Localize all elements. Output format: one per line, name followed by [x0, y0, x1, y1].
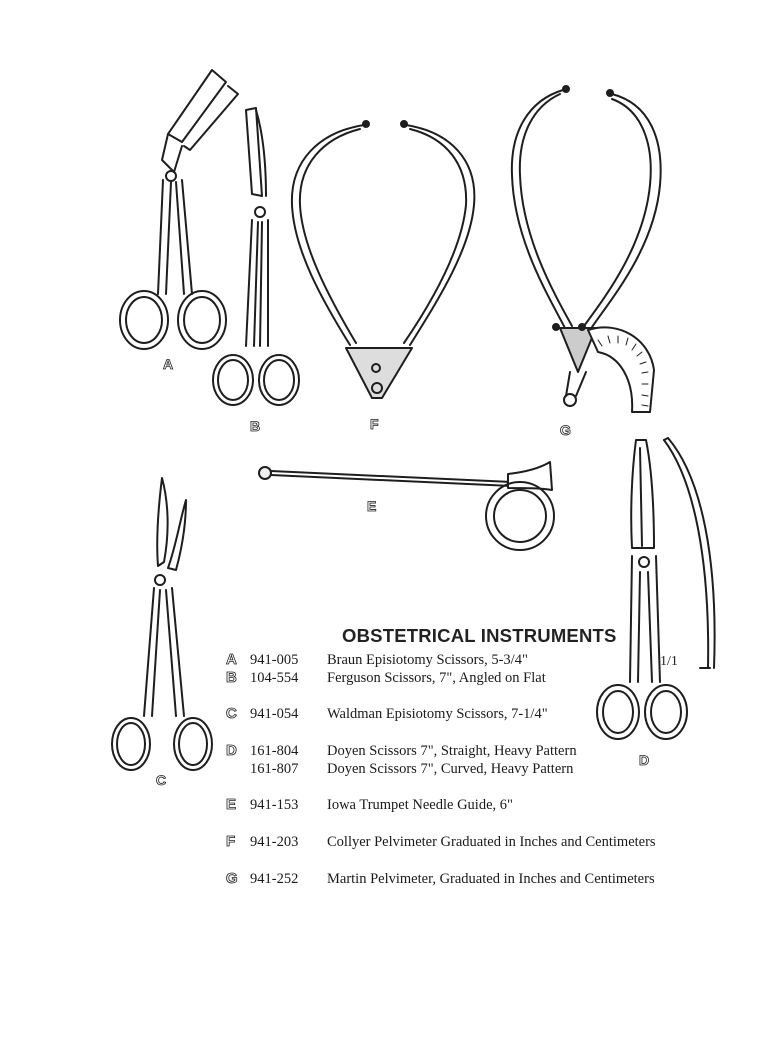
item-letter: G [226, 870, 238, 887]
figure-label-c: C [156, 772, 167, 788]
item-number: 161-807 [250, 761, 299, 777]
figure-label-a: A [163, 356, 174, 372]
item-letter: F [226, 833, 236, 850]
scale-mark: 1/1 [660, 654, 678, 669]
item-letter: E [226, 796, 237, 813]
figure-label-d: D [639, 752, 650, 768]
item-description: Ferguson Scissors, 7", Angled on Flat [327, 670, 546, 686]
item-description: Martin Pelvimeter, Graduated in Inches and Centimeters [327, 871, 655, 887]
item-number: 941-252 [250, 871, 299, 887]
catalog-title: OBSTETRICAL INSTRUMENTS [342, 625, 617, 646]
figure-label-f: F [370, 416, 379, 432]
item-letter: B [226, 669, 237, 686]
item-letter: C [226, 705, 237, 722]
item-number: 941-005 [250, 652, 299, 668]
item-number: 104-554 [250, 670, 299, 686]
item-letter: A [226, 651, 237, 668]
item-description: Doyen Scissors 7", Straight, Heavy Pattern [327, 743, 577, 759]
item-letter: D [226, 742, 237, 759]
item-number: 941-054 [250, 706, 299, 722]
braun-scissors-illustration [120, 70, 238, 349]
item-description: Waldman Episiotomy Scissors, 7-1/4" [327, 706, 548, 722]
waldman-scissors-illustration [112, 478, 212, 770]
item-description: Collyer Pelvimeter Graduated in Inches and Centimeters [327, 834, 656, 850]
item-description: Doyen Scissors 7", Curved, Heavy Pattern [327, 761, 574, 777]
figure-label-g: G [560, 422, 571, 438]
item-number: 941-203 [250, 834, 299, 850]
item-description: Braun Episiotomy Scissors, 5-3/4" [327, 652, 528, 668]
doyen-scissors-illustration [597, 438, 715, 739]
martin-pelvimeter-illustration [512, 86, 661, 412]
item-number: 941-153 [250, 797, 299, 813]
iowa-trumpet-illustration [259, 462, 554, 550]
figure-label-e: E [367, 498, 377, 514]
item-number: 161-804 [250, 743, 299, 759]
item-description: Iowa Trumpet Needle Guide, 6" [327, 797, 513, 813]
collyer-pelvimeter-illustration [292, 121, 474, 398]
ferguson-scissors-illustration [213, 108, 299, 405]
figure-label-b: B [250, 418, 261, 434]
